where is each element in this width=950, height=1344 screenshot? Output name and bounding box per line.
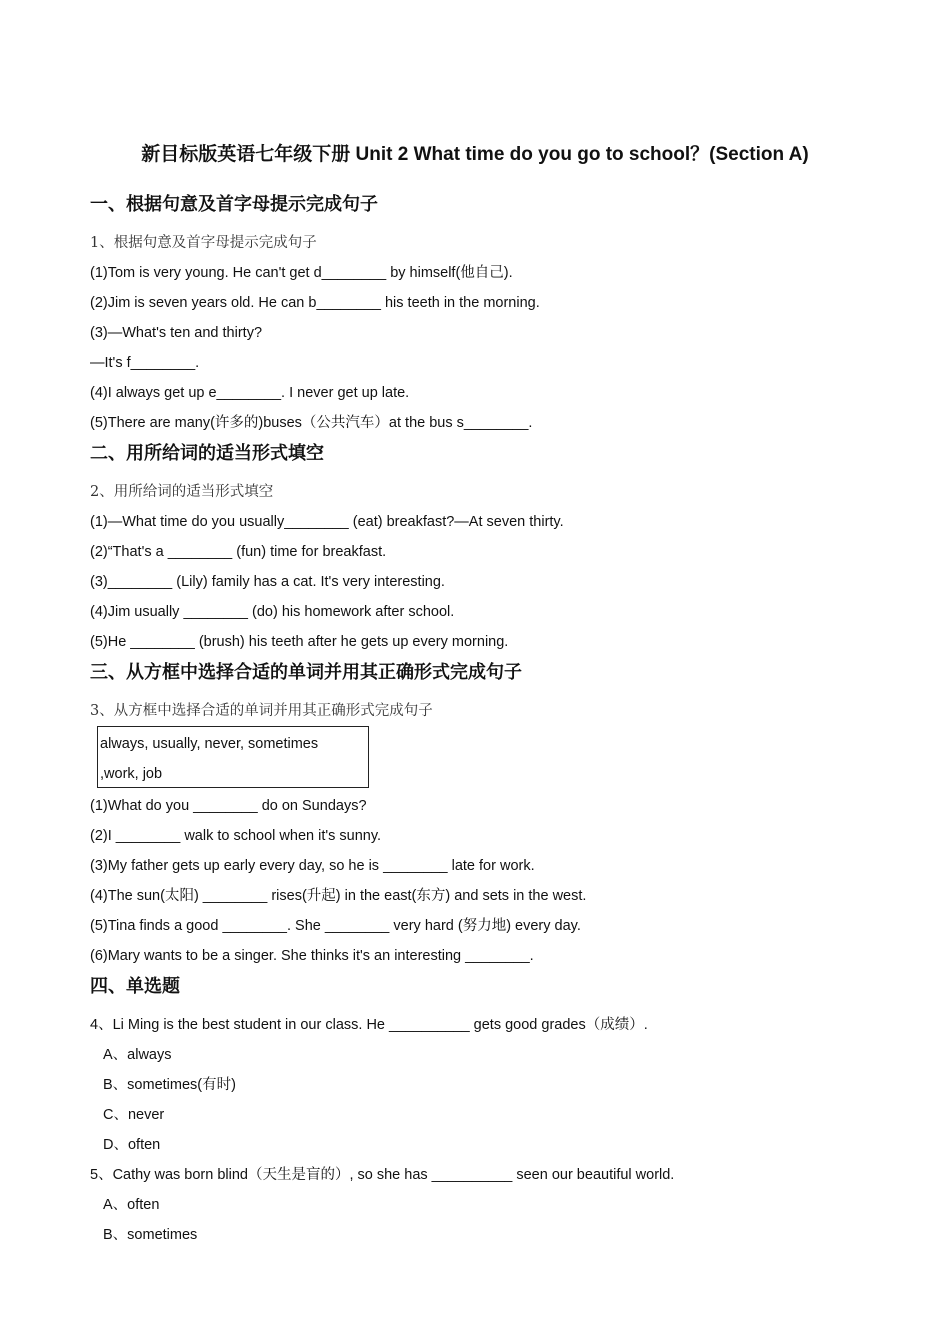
question-line: (1)What do you ________ do on Sundays?	[90, 798, 367, 814]
answer-option[interactable]: D、often	[103, 1137, 161, 1153]
question-line: (4)Jim usually ________ (do) his homework after school.	[90, 604, 455, 620]
question-line: (3)My father gets up early every day, so he is ________ late for work.	[90, 858, 535, 874]
word-bank-box	[97, 726, 369, 788]
question-intro-3: 3、从方框中选择合适的单词并用其正确形式完成句子	[90, 703, 433, 719]
question-line: (6)Mary wants to be a singer. She thinks it's an interesting ________.	[90, 948, 534, 964]
answer-option[interactable]: A、often	[103, 1197, 160, 1213]
question-line: (3)—What's ten and thirty?	[90, 325, 263, 341]
question-line: (2)I ________ walk to school when it's sunny.	[90, 828, 382, 844]
section-heading-2: 二、用所给词的适当形式填空	[90, 443, 324, 463]
question-line: (3)________ (Lily) family has a cat. It's very interesting.	[90, 574, 445, 590]
section-heading-4: 四、单选题	[90, 976, 180, 996]
question-stem-4: 4、Li Ming is the best student in our class. He __________ gets good grades（成绩）.	[90, 1017, 648, 1033]
answer-option[interactable]: B、sometimes(有时)	[103, 1077, 236, 1093]
question-line: —It's f________.	[90, 355, 200, 371]
question-line: (2)“That's a ________ (fun) time for breakfast.	[90, 544, 387, 560]
question-line: (2)Jim is seven years old. He can b________ his teeth in the morning.	[90, 295, 540, 311]
question-line: (1)Tom is very young. He can't get d________ by himself(他自己).	[90, 265, 513, 281]
word-bank-line: always, usually, never, sometimes	[100, 736, 319, 752]
question-stem-5: 5、Cathy was born blind（天生是盲的）, so she has __________ seen our beautiful world.	[90, 1167, 675, 1183]
question-line: (1)—What time do you usually________ (eat) breakfast?—At seven thirty.	[90, 514, 564, 530]
word-bank-line: ,work, job	[100, 766, 163, 782]
question-line: (4)I always get up e________. I never get up late.	[90, 385, 410, 401]
section-heading-1: 一、根据句意及首字母提示完成句子	[90, 194, 378, 214]
question-line: (5)He ________ (brush) his teeth after he gets up every morning.	[90, 634, 509, 650]
question-line: (5)Tina finds a good ________. She ________ very hard (努力地) every day.	[90, 918, 581, 934]
section-heading-3: 三、从方框中选择合适的单词并用其正确形式完成句子	[90, 662, 522, 682]
page-title: 新目标版英语七年级下册 Unit 2 What time do you go to school？(Section A)	[141, 144, 809, 165]
answer-option[interactable]: C、never	[103, 1107, 165, 1123]
question-line: (5)There are many(许多的)buses（公共汽车）at the bus s________.	[90, 415, 533, 431]
question-intro-1: 1、根据句意及首字母提示完成句子	[90, 235, 317, 251]
question-intro-2: 2、用所给词的适当形式填空	[90, 484, 274, 500]
question-line: (4)The sun(太阳) ________ rises(升起) in the east(东方) and sets in the west.	[90, 888, 587, 904]
answer-option[interactable]: B、sometimes	[103, 1227, 198, 1243]
answer-option[interactable]: A、always	[103, 1047, 172, 1063]
